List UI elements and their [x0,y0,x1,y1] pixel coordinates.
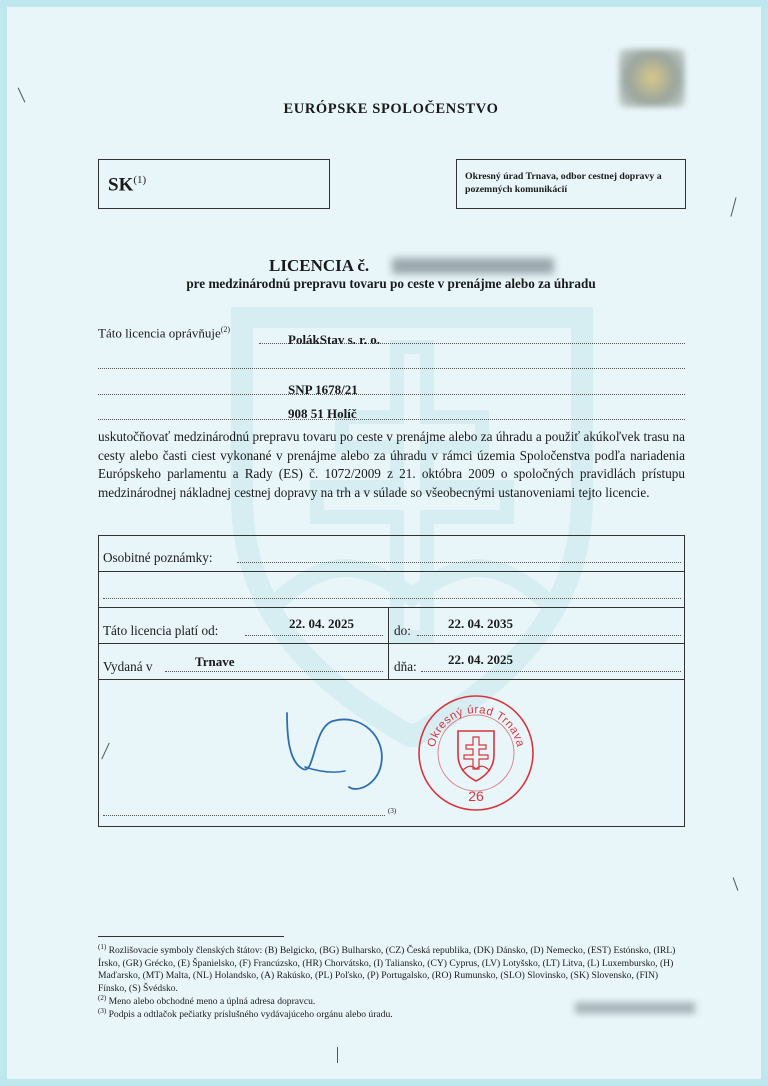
valid-to-label: do: [394,623,411,638]
issued-in-place: Trnave [195,654,235,669]
svg-text:26: 26 [468,788,484,804]
holder-line-4 [98,419,685,420]
form-rule [99,571,684,572]
issuing-authority-box [456,159,686,209]
footnote-2: $^{(2)}$ Meno alebo obchodné meno a úplná adresa dopravcu. [98,994,316,1008]
holder-city: 908 51 Holíč [288,406,357,421]
country-code-box [98,159,330,209]
remarks-line-1 [237,562,681,563]
footnote-3: $^{(3)}$ Podpis a odtlačok pečiatky príslušného vydávajúceho orgánu alebo úradu. [98,1007,393,1021]
footnote-1: $^{(1)}$ Rozlišovacie symboly členských štátov: (B) Belgicko, (BG) Bulharsko, (CZ) Česká republika, (DK) Dánsko, (D) Nemecko, (EST) Estónsko, (IRL) Írsko, (GR) Grécko, (E) Španielsko, (F) Francúzsko, (HR) Chorvátsko, (I) Taliansko, (CY) Cyprus, (LV) Lotyšsko, (LT) Litva, (L) Luxembursko, (H) Maďarsko, (MT) Malta, (NL) Holandsko, (A) Rakúsko, (PL) Poľsko, (P) Portugalsko, (RO) Rumunsko, (SLO) Slovinsko, (SK) Slovensko, (FIN) Fínsko, (S) Švédsko. [98,943,676,994]
holder-line-3 [98,394,685,395]
footnote-rule [98,936,284,937]
official-stamp [416,693,536,813]
valid-to-line [417,635,681,636]
country-code: SK$^{(1)}$ [108,174,147,196]
form-rule [99,607,684,608]
issued-in-line [165,671,383,672]
scan-mark [337,1047,338,1063]
svg-text:Okresný úrad Trnava: Okresný úrad Trnava [425,703,527,749]
licence-number-redacted [392,258,554,274]
issued-on-line [421,671,681,672]
signature-line [103,815,385,816]
community-heading: EURÓPSKE SPOLOČENSTVO [283,101,499,117]
issued-on-label: dňa: [394,659,417,674]
licence-title: LICENCIA č. [269,256,370,275]
holder-street: SNP 1678/21 [288,382,358,397]
issued-on-date: 22. 04. 2025 [448,652,513,667]
scan-mark [730,197,736,217]
valid-from-line [245,635,383,636]
form-rule [99,679,684,680]
holder-line-2 [98,368,685,369]
valid-from-date: 22. 04. 2025 [289,616,354,631]
holder-name: PolákStav s. r. o. [288,332,380,347]
valid-to-date: 22. 04. 2035 [448,616,513,631]
remarks-label: Osobitné poznámky: [103,550,213,565]
remarks-line-2 [103,598,681,599]
licence-body-text: uskutočňovať medzinárodnú prepravu tovaru po ceste v prenájme alebo za úhradu a použiť akúkoľvek trasu na cesty alebo časti ciest vykonané v prenájme alebo za úhradu v rámci územia Spoločenstva podľa nariadenia Európskeho parlamentu a Rady (ES) č. 1072/2009 z 21. októbra 2009 o spoločných pravidlách prístupu medzinárodnej nákladnej cestnej dopravy na trh a v súlade so všeobecnými ustanoveniami tejto licencie. [98,429,685,500]
issued-in-label: Vydaná v [103,659,153,674]
serial-number-redacted [575,1002,695,1014]
scan-mark [733,877,739,890]
holder-label: Táto licencia oprávňuje$^{(2)}$ [98,325,231,341]
licence-subtitle: pre medzinárodnú prepravu tovaru po ceste v prenájme alebo za úhradu [186,276,596,291]
valid-from-label: Táto licencia platí od: [103,623,219,638]
eu-emblem-hologram [619,49,685,107]
handwritten-signature [283,707,393,797]
form-rule [99,643,684,644]
issuing-authority: Okresný úrad Trnava, odbor cestnej dopravy a pozemných komunikácií [465,171,662,195]
form-divider [388,608,389,679]
signature-ref: (3) [388,807,397,815]
